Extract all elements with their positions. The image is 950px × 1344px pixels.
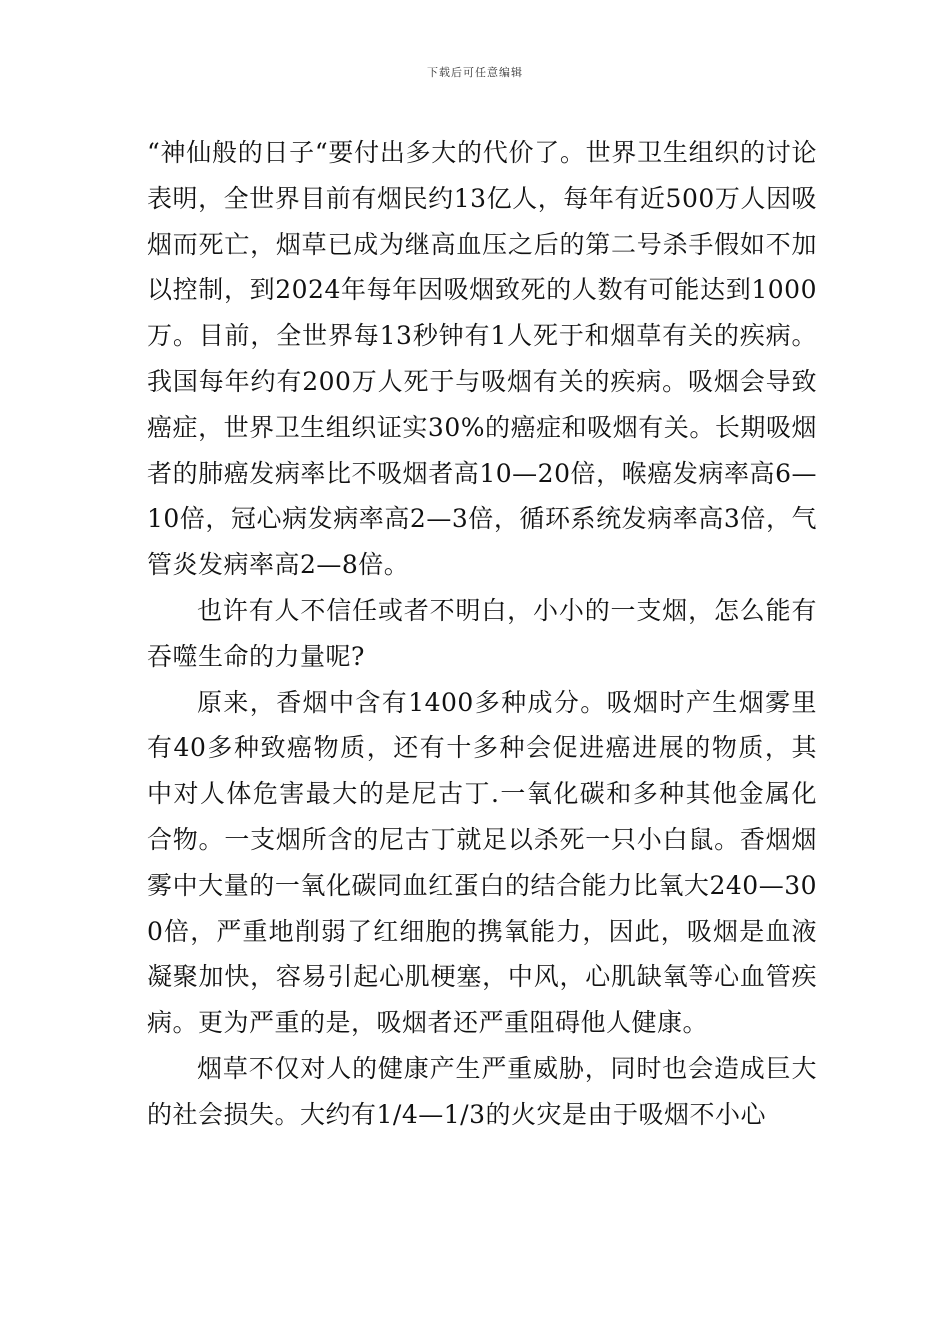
page-header: 下载后可任意编辑 xyxy=(427,66,523,79)
paragraph-cigarette-components: 原来，香烟中含有1400多种成分。吸烟时产生烟雾里有40多种致癌物质，还有十多种会促进癌进展的物质，其中对人体危害最大的是尼古丁.一氧化碳和多种其他金属化合物。一支烟所含的尼古丁就足以杀死一只小白鼠。香烟烟雾中大量的一氧化碳同血红蛋白的结合能力比氧大240—300倍，严重地削弱了红细胞的携氧能力，因此，吸烟是血液凝聚加快，容易引起心肌梗塞，中风，心肌缺氧等心血管疾病。更为严重的是，吸烟者还严重阻碍他人健康。 xyxy=(147,687,817,1038)
paragraph-question: 也许有人不信任或者不明白，小小的一支烟，怎么能有吞噬生命的力量呢? xyxy=(147,595,817,671)
paragraph-social-loss: 烟草不仅对人的健康产生严重威胁，同时也会造成巨大的社会损失。大约有1/4—1/3的火灾是由于吸烟不小心 xyxy=(147,1053,817,1129)
document-body xyxy=(147,130,817,1138)
paragraph-statistics: “神仙般的日子“要付出多大的代价了。世界卫生组织的讨论表明，全世界目前有烟民约13亿人，每年有近500万人因吸烟而死亡，烟草已成为继高血压之后的第二号杀手假如不加以控制，到2024年每年因吸烟致死的人数有可能达到1000万。目前，全世界每13秒钟有1人死于和烟草有关的疾病。我国每年约有200万人死于与吸烟有关的疾病。吸烟会导致癌症，世界卫生组织证实30%的癌症和吸烟有关。长期吸烟者的肺癌发病率比不吸烟者高10—20倍，喉癌发病率高6—10倍，冠心病发病率高2—3倍，循环系统发病率高3倍，气管炎发病率高2—8倍。 xyxy=(147,138,817,580)
